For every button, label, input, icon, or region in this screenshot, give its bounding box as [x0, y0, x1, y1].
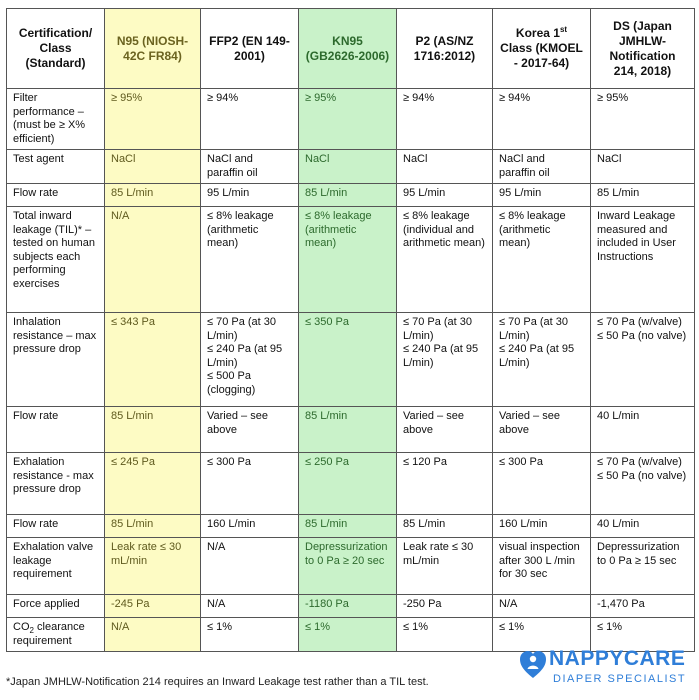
header-p2: P2 (AS/NZ 1716:2012)	[397, 9, 493, 89]
cell-n95: 85 L/min	[105, 515, 201, 538]
header-korea-sup: st	[559, 25, 568, 34]
cell-korea: Varied – see above	[493, 407, 591, 453]
cell-ds-japan: Depressurization to 0 Pa ≥ 15 sec	[591, 538, 695, 595]
row-label-part: CO	[13, 621, 30, 633]
cell-n95: N/A	[105, 618, 201, 652]
cell-ds-japan: Inward Leakage measured and included in User Instructions	[591, 207, 695, 313]
header-korea	[493, 9, 591, 89]
cell-ffp2: ≥ 94%	[201, 89, 299, 150]
cell-korea: ≤ 8% leakage (arithmetic mean)	[493, 207, 591, 313]
row-label: Exhalation valve leakage requirement	[7, 538, 105, 595]
row-label	[7, 618, 105, 652]
cell-kn95: 85 L/min	[299, 184, 397, 207]
cell-korea: 160 L/min	[493, 515, 591, 538]
row-label: Filter performance – (must be ≥ X% efficient)	[7, 89, 105, 150]
row-label: Flow rate	[7, 407, 105, 453]
cell-p2: -250 Pa	[397, 595, 493, 618]
cell-kn95: 85 L/min	[299, 515, 397, 538]
cell-kn95: ≤ 1%	[299, 618, 397, 652]
row-label: Inhalation resistance – max pressure drop	[7, 313, 105, 407]
cell-korea: NaCl and paraffin oil	[493, 150, 591, 184]
cell-p2: ≤ 8% leakage (individual and arithmetic mean)	[397, 207, 493, 313]
cell-kn95: ≤ 250 Pa	[299, 453, 397, 515]
header-korea-pre: Korea 1	[515, 26, 560, 40]
cell-korea: ≤ 1%	[493, 618, 591, 652]
cell-kn95: NaCl	[299, 150, 397, 184]
header-n95: N95 (NIOSH-42C FR84)	[105, 9, 201, 89]
cell-n95: 85 L/min	[105, 184, 201, 207]
cell-ds-japan: -1,470 Pa	[591, 595, 695, 618]
header-row	[7, 9, 695, 89]
cell-ds-japan: 40 L/min	[591, 407, 695, 453]
row-label: Total inward leakage (TIL)* – tested on human subjects each performing exercises	[7, 207, 105, 313]
cell-ffp2: NaCl and paraffin oil	[201, 150, 299, 184]
table-row	[7, 515, 695, 538]
cell-korea: ≤ 300 Pa	[493, 453, 591, 515]
cell-korea: ≤ 70 Pa (at 30 L/min) ≤ 240 Pa (at 95 L/min)	[493, 313, 591, 407]
table-row	[7, 595, 695, 618]
cell-p2: Leak rate ≤ 30 mL/min	[397, 538, 493, 595]
cell-n95: ≤ 245 Pa	[105, 453, 201, 515]
cell-p2: ≤ 70 Pa (at 30 L/min) ≤ 240 Pa (at 95 L/min)	[397, 313, 493, 407]
cell-n95: ≤ 343 Pa	[105, 313, 201, 407]
header-korea-post: Class (KMOEL - 2017-64)	[500, 41, 583, 70]
cell-kn95: Depressurization to 0 Pa ≥ 20 sec	[299, 538, 397, 595]
cell-p2: ≥ 94%	[397, 89, 493, 150]
cell-ffp2: 95 L/min	[201, 184, 299, 207]
row-label-part: clearance requirement	[13, 621, 85, 647]
cell-n95: N/A	[105, 207, 201, 313]
mask-standards-table	[6, 8, 695, 652]
cell-ffp2: Varied – see above	[201, 407, 299, 453]
table-row	[7, 89, 695, 150]
cell-ffp2: ≤ 1%	[201, 618, 299, 652]
cell-p2: ≤ 120 Pa	[397, 453, 493, 515]
cell-n95: Leak rate ≤ 30 mL/min	[105, 538, 201, 595]
cell-kn95: -1180 Pa	[299, 595, 397, 618]
cell-ffp2: N/A	[201, 538, 299, 595]
cell-p2: ≤ 1%	[397, 618, 493, 652]
nappycare-logo	[519, 644, 691, 694]
cell-kn95: ≤ 350 Pa	[299, 313, 397, 407]
footnote: *Japan JMHLW-Notification 214 requires an Inward Leakage test rather than a TIL test.	[6, 676, 429, 688]
header-kn95: KN95 (GB2626-2006)	[299, 9, 397, 89]
table-row	[7, 453, 695, 515]
cell-kn95: ≥ 95%	[299, 89, 397, 150]
cell-korea: N/A	[493, 595, 591, 618]
cell-n95: NaCl	[105, 150, 201, 184]
row-label: Flow rate	[7, 515, 105, 538]
table-row	[7, 313, 695, 407]
row-label: Test agent	[7, 150, 105, 184]
header-ds-japan: DS (Japan JMHLW-Notification 214, 2018)	[591, 9, 695, 89]
logo-tagline: DIAPER SPECIALIST	[553, 673, 687, 685]
cell-ds-japan: ≥ 95%	[591, 89, 695, 150]
cell-ds-japan: ≤ 70 Pa (w/valve) ≤ 50 Pa (no valve)	[591, 313, 695, 407]
row-label-subscript: 2	[29, 626, 34, 636]
row-label: Exhalation resistance - max pressure drop	[7, 453, 105, 515]
row-label: Force applied	[7, 595, 105, 618]
cell-ffp2: ≤ 300 Pa	[201, 453, 299, 515]
cell-ds-japan: 40 L/min	[591, 515, 695, 538]
cell-p2: NaCl	[397, 150, 493, 184]
table-row	[7, 150, 695, 184]
cell-ds-japan: 85 L/min	[591, 184, 695, 207]
cell-korea: 95 L/min	[493, 184, 591, 207]
cell-p2: 85 L/min	[397, 515, 493, 538]
cell-ffp2: N/A	[201, 595, 299, 618]
cell-kn95: ≤ 8% leakage (arithmetic mean)	[299, 207, 397, 313]
cell-ds-japan: ≤ 1%	[591, 618, 695, 652]
cell-n95: ≥ 95%	[105, 89, 201, 150]
cell-ffp2: ≤ 8% leakage (arithmetic mean)	[201, 207, 299, 313]
cell-n95: -245 Pa	[105, 595, 201, 618]
cell-korea: ≥ 94%	[493, 89, 591, 150]
heart-person-icon	[519, 648, 547, 682]
cell-p2: Varied – see above	[397, 407, 493, 453]
table-row	[7, 407, 695, 453]
cell-ds-japan: ≤ 70 Pa (w/valve) ≤ 50 Pa (no valve)	[591, 453, 695, 515]
cell-ffp2: 160 L/min	[201, 515, 299, 538]
logo-name: NAPPYCARE	[549, 647, 686, 670]
cell-ds-japan: NaCl	[591, 150, 695, 184]
cell-kn95: 85 L/min	[299, 407, 397, 453]
header-certification-class: Certification/ Class (Standard)	[7, 9, 105, 89]
header-ffp2: FFP2 (EN 149-2001)	[201, 9, 299, 89]
cell-n95: 85 L/min	[105, 407, 201, 453]
row-label: Flow rate	[7, 184, 105, 207]
cell-korea: visual inspection after 300 L /min for 30 sec	[493, 538, 591, 595]
cell-p2: 95 L/min	[397, 184, 493, 207]
table-row	[7, 207, 695, 313]
table-row	[7, 184, 695, 207]
cell-ffp2: ≤ 70 Pa (at 30 L/min) ≤ 240 Pa (at 95 L/min) ≤ 500 Pa (clogging)	[201, 313, 299, 407]
table-row	[7, 538, 695, 595]
